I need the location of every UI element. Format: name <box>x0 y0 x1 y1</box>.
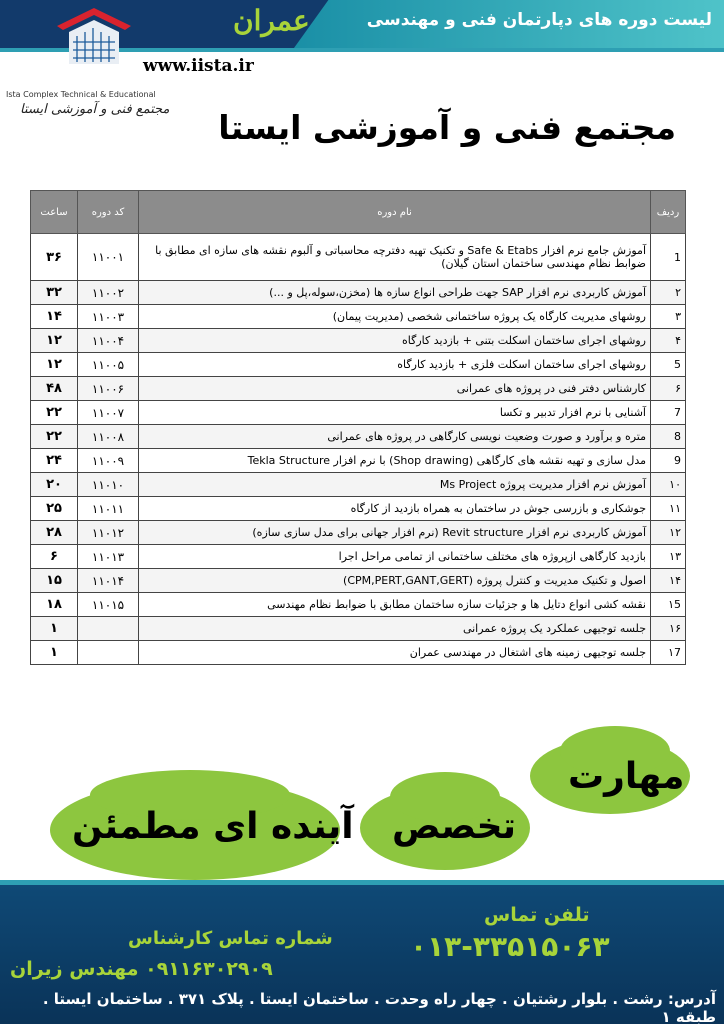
row-num: ۴ <box>651 329 686 353</box>
address: آدرس: رشت . بلوار رشتیان . چهار راه وحدت . ساختمان ایستا . پلاک ۳۷۱ . ساختمان ایستا . طبقه ۱ <box>42 990 716 1026</box>
table-header-row <box>31 191 686 234</box>
row-num: ۱7 <box>651 641 686 665</box>
row-hours: ۶ <box>31 545 78 569</box>
row-hours: ۴۸ <box>31 377 78 401</box>
row-code <box>78 641 139 665</box>
row-hours: ۲۴ <box>31 449 78 473</box>
footer-band <box>0 880 724 1024</box>
row-name: نقشه کشی انواع دتایل ها و جزئیات سازه ساختمان مطابق با ضوابط نظام مهندسی <box>139 593 651 617</box>
row-code: ۱۱۰۱۴ <box>78 569 139 593</box>
row-hours: ۲۵ <box>31 497 78 521</box>
row-code: ۱۱۰۰۲ <box>78 281 139 305</box>
cloud-expertise-text: تخصص <box>392 806 517 847</box>
row-code: ۱۱۰۰۱ <box>78 234 139 281</box>
table-row <box>31 545 686 569</box>
row-num: ۱۴ <box>651 569 686 593</box>
table-row <box>31 234 686 281</box>
row-code: ۱۱۰۰۷ <box>78 401 139 425</box>
main-title: مجتمع فنی و آموزشی ایستا <box>218 108 676 147</box>
table-row <box>31 593 686 617</box>
row-hours: ۲۸ <box>31 521 78 545</box>
row-num: ۱۶ <box>651 617 686 641</box>
footer-stripe <box>0 880 724 885</box>
row-num: ۱۳ <box>651 545 686 569</box>
table-row <box>31 569 686 593</box>
row-num: ۱5 <box>651 593 686 617</box>
tel-label: تلفن تماس <box>484 904 590 926</box>
department-title: لیست دوره های دپارتمان فنی و مهندسی <box>366 10 712 30</box>
ista-logo-icon <box>55 6 133 68</box>
table-row <box>31 353 686 377</box>
row-name: آموزش جامع نرم افزار Safe & Etabs و تکنیک تهیه دفترچه محاسباتی و آلبوم نقشه های سازه ای مطابق با ضوابط نظام مهندسی ساختمان استان گیلان) <box>139 234 651 281</box>
row-num: 1 <box>651 234 686 281</box>
row-name: جلسه توجیهی عملکرد یک پروژه عمرانی <box>139 617 651 641</box>
table-row <box>31 641 686 665</box>
row-code: ۱۱۰۰۶ <box>78 377 139 401</box>
row-name: مدل سازی و تهیه نقشه های کارگاهی (Shop drawing) با نرم افزار Tekla Structure <box>139 449 651 473</box>
row-hours: ۱۲ <box>31 329 78 353</box>
row-name: اصول و تکنیک مدیریت و کنترل پروژه (CPM,PERT,GANT,GERT) <box>139 569 651 593</box>
row-hours: ۲۲ <box>31 401 78 425</box>
row-code: ۱۱۰۰۹ <box>78 449 139 473</box>
row-name: جلسه توجیهی زمینه های اشتغال در مهندسی عمران <box>139 641 651 665</box>
row-name: آشنایی با نرم افزار تدبیر و تکسا <box>139 401 651 425</box>
table-row <box>31 497 686 521</box>
row-code: ۱۱۰۰۸ <box>78 425 139 449</box>
courses-table <box>30 190 686 665</box>
field-name: عمران <box>233 4 310 37</box>
row-name: متره و برآورد و صورت وضعیت نویسی کارگاهی در پروژه های عمرانی <box>139 425 651 449</box>
row-name: روشهای مدیریت کارگاه یک پروژه ساختمانی شخصی (مدیریت پیمان) <box>139 305 651 329</box>
header-hours: ساعت <box>31 191 78 234</box>
table-row <box>31 401 686 425</box>
table-row <box>31 473 686 497</box>
row-num: ۲ <box>651 281 686 305</box>
table-row <box>31 425 686 449</box>
row-hours: ۱۲ <box>31 353 78 377</box>
row-num: ۳ <box>651 305 686 329</box>
row-code: ۱۱۰۱۰ <box>78 473 139 497</box>
header-num: ردیف <box>651 191 686 234</box>
logo-english-caption: Ista Complex Technical & Educational <box>6 90 156 99</box>
table-row <box>31 449 686 473</box>
row-name: آموزش نرم افزار مدیریت پروژه Ms Project <box>139 473 651 497</box>
row-code: ۱۱۰۱۳ <box>78 545 139 569</box>
row-hours: ۱۸ <box>31 593 78 617</box>
row-name: روشهای اجرای ساختمان اسکلت بتنی + بازدید کارگاه <box>139 329 651 353</box>
row-hours: ۳۲ <box>31 281 78 305</box>
row-name: جوشکاری و بازرسی جوش در ساختمان به همراه بازدید از کارگاه <box>139 497 651 521</box>
row-code: ۱۱۰۰۳ <box>78 305 139 329</box>
row-code: ۱۱۰۱۲ <box>78 521 139 545</box>
row-hours: ۱۴ <box>31 305 78 329</box>
cloud-future-text: آینده ای مطمئن <box>72 806 354 847</box>
row-hours: ۲۲ <box>31 425 78 449</box>
expert-phone[interactable]: ۰۹۱۱۶۳۰۲۹۰۹ مهندس زیران <box>10 958 273 980</box>
table-row <box>31 617 686 641</box>
website-link[interactable]: www.iista.ir <box>143 56 254 76</box>
row-num: ۱۱ <box>651 497 686 521</box>
table-row <box>31 329 686 353</box>
row-code: ۱۱۰۰۴ <box>78 329 139 353</box>
table-row <box>31 281 686 305</box>
header-code: کد دوره <box>78 191 139 234</box>
row-num: 7 <box>651 401 686 425</box>
row-name: آموزش کاربردی نرم افزار Revit structure (نرم افزار جهانی برای مدل سازی سازه) <box>139 521 651 545</box>
row-code <box>78 617 139 641</box>
row-num: 9 <box>651 449 686 473</box>
row-name: روشهای اجرای ساختمان اسکلت فلزی + بازدید کارگاه <box>139 353 651 377</box>
logo-persian-caption: مجتمع فنی و آموزشی ایستا <box>20 102 170 117</box>
row-code: ۱۱۰۱۵ <box>78 593 139 617</box>
expert-label: شماره تماس کارشناس <box>128 928 333 949</box>
row-hours: ۱ <box>31 617 78 641</box>
row-hours: ۳۶ <box>31 234 78 281</box>
row-code: ۱۱۰۰۵ <box>78 353 139 377</box>
table-row <box>31 521 686 545</box>
row-code: ۱۱۰۱۱ <box>78 497 139 521</box>
row-num: 5 <box>651 353 686 377</box>
row-hours: ۱۵ <box>31 569 78 593</box>
row-hours: ۱ <box>31 641 78 665</box>
table-row <box>31 377 686 401</box>
tel-number[interactable]: ۰۱۳-۳۳۵۱۵۰۶۳ <box>410 930 610 963</box>
row-name: کارشناس دفتر فنی در پروژه های عمرانی <box>139 377 651 401</box>
row-num: 8 <box>651 425 686 449</box>
row-num: ۱۲ <box>651 521 686 545</box>
row-name: بازدید کارگاهی ازپروژه های مختلف ساختمانی از تمامی مراحل اجرا <box>139 545 651 569</box>
cloud-skill-text: مهارت <box>568 756 685 797</box>
row-num: ۶ <box>651 377 686 401</box>
row-hours: ۲۰ <box>31 473 78 497</box>
row-num: ۱۰ <box>651 473 686 497</box>
header-name: نام دوره <box>139 191 651 234</box>
table-row <box>31 305 686 329</box>
row-name: آموزش کاربردی نرم افزار SAP جهت طراحی انواع سازه ها (مخزن،سوله،پل و ...) <box>139 281 651 305</box>
